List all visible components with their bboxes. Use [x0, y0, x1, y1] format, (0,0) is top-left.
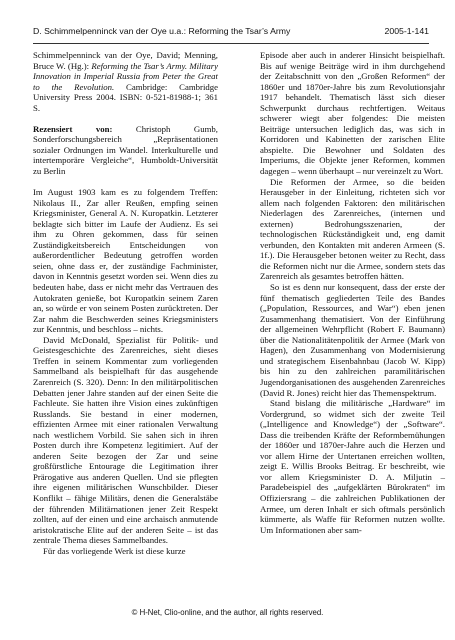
copyright-footer: © H-Net, Clio-online, and the author, all rights reserved. — [131, 608, 324, 617]
paragraph: Episode aber auch in anderer Hinsicht beispielhaft. Bis auf wenige Beiträge wird in ihm durchgehend der Zeitabschnitt von den „Großen Reformen“ der 1860er und 1870er-Jahre bis zum Revolutionsjahr 1917 behandelt. Thematisch lässt sich dieser Schwerpunkt durchaus rechtfertigen. Weitaus schwerer wiegt aber folgendes: Die meisten Beiträge untersuchen lediglich das, was sich in Korridoren und Kabinetten der zarischen Elite abspielte. Die Bewohner und Soldaten des Imperiums, die Objekte jener Reformen, kommen dagegen – wenn überhaupt – nur vereinzelt zu Wort. — [260, 50, 445, 177]
paragraph: Stand bislang die militärische „Hardware“ im Vordergrund, so widmet sich der zweite Teil („Intelligence and Knowledge“) der „Software“. Dass die treibenden Kräfte der Reformbemühungen der 1860er und 1870er-Jahre auch die Herzen und vor allem Hirne der Untertanen erreichen wollten, zeigt E. Willis Brooks Beitrag. Er beschreibt, wie vor allem Kriegsminister D. A. Miljutin – Paradebeispiel des „aufgeklärten Bürokraten“ im Offiziersrang – die zahlreichen Publikationen der Armee, um deren Inhalt er sich oftmals persönlich kümmerte, als Waffe für Reformen nutzen wollte. Um Informationen aber sam- — [260, 398, 445, 535]
book-citation — [33, 50, 218, 113]
right-column — [260, 50, 445, 535]
reviewed-by-label: Rezensiert von: — [33, 123, 113, 134]
paragraph: So ist es denn nur konsequent, dass der erste der fünf thematisch gegliederten Teile des Bandes („Population, Ressources, and War“) eben jenen Zusammenhang thematisiert. Von der Einführung der allgemeinen Wehrpflicht (Robert F. Baumann) über die Nationalitätenpolitik der Armee (Mark von Hagen), den Zusammenhang von Modernisierung und strategischem Eisenbahnbau (Jacob W. Kipp) bis hin zu den zahlreichen paramilitärischen Jugendorganisationen des ausgehenden Zarenreiches (David R. Jones) reicht hier das Themenspektrum. — [260, 282, 445, 398]
paragraph: Für das vorliegende Werk ist diese kurze — [43, 545, 186, 556]
paragraph: David McDonald, Spezialist für Politik- und Geistesgeschichte des Zarenreiches, sieht dieses Treffen in seinem Kommentar zum vorliegenden Sammelband als beispielhaft für das ausgehende Zarenreich (S. 320). Denn: In den militärpolitischen Debatten jener Jahre standen auf der einen Seite die Fachleute. Sie hatten ihre Vision eines zukünftigen Russlands. Sie bestand in einer modernen, effizienten Armee mit einer rationalen Verwaltung nach westlichem Vorbild. Sie sahen sich in ihren Posten durch ihre Kompetenz legitimiert. Auf der anderen Seite bezogen der Zar und seine großfürstliche Entourage die Legitimation ihrer Prärogative aus anderen Quellen. Und sie pflegten ihre eigenen militärischen Wunschbilder. Dieser Konflikt – fähige Militärs, denen die Generalstäbe der führenden Militärnationen jener Zeit Respekt zollten, auf der einen und eine archaisch anmutende aristokratische Elite auf der anderen Seite – ist das zentrale Thema dieses Sammelbandes. — [33, 334, 218, 546]
header-code: 2005-1-141 — [384, 26, 429, 36]
header-title: D. Schimmelpenninck van der Oye u.a.: Reforming the Tsar’s Army — [33, 26, 291, 36]
reviewer-line — [33, 124, 218, 177]
reviewer-name: Christoph Gumb, Sonderforschungsbereich „Repräsentationen sozialer Ordnungen im Wandel. Interkulturelle und intertemporäre Vergleiche“, Humboldt-Universität zu Berlin — [33, 123, 218, 177]
book-authors: Schimmelpenninck van der Oye, David; Menning, Bruce W. (Hg.): — [33, 50, 218, 71]
paragraph: Die Reformen der Armee, so die beiden Herausgeber in der Einleitung, richteten sich vor allem nach folgenden Faktoren: den militärischen Niederlagen des Zarenreiches, (internen und externen) Bedrohungsszenarien, der technologischen Rückständigkeit und, eng damit verbunden, den Kontakten mit anderen Armeen (S. 1f.). Die Herausgeber betonen weiter zu Recht, dass die Reformen nicht nur die Armee, sondern stets das Zarenreich als gesamtes betroffen hätten. — [260, 176, 445, 282]
book-title: Reforming the Tsar’s Army. Military Innovation in Imperial Russia from Peter the Great to the Revolution. — [33, 60, 218, 92]
running-header — [33, 22, 429, 44]
paragraph: Im August 1903 kam es zu folgendem Treffen: Nikolaus II., Zar aller Reußen, empfing seinen Kriegsminister, General A. N. Kuropatkin. Letzterer beklagte sich bitter im Laufe der Audienz. Es sei ihm zu Ohren gekommen, dass für seinen Zuständigkeitsbereich Entscheidungen von außerordentlicher Bedeutung getroffen worden seien, ohne dass er, der zuständige Fachminister, davon in Kenntnis gesetzt worden sei. Wenn dies zu bedeuten habe, dass er nicht mehr das Vertrauen des Autokraten genieße, bot Kuropatkin seinem Zaren an, so würde er von seinem Posten zurücktreten. Der Zar nahm die Beschwerden seines Kriegsministers zur Kenntnis, und beschloss – nichts. — [33, 187, 218, 335]
left-column — [33, 50, 218, 556]
book-publication: Cambridge: Cambridge University Press 2004. ISBN: 0-521-81988-1; 361 S. — [33, 81, 219, 113]
